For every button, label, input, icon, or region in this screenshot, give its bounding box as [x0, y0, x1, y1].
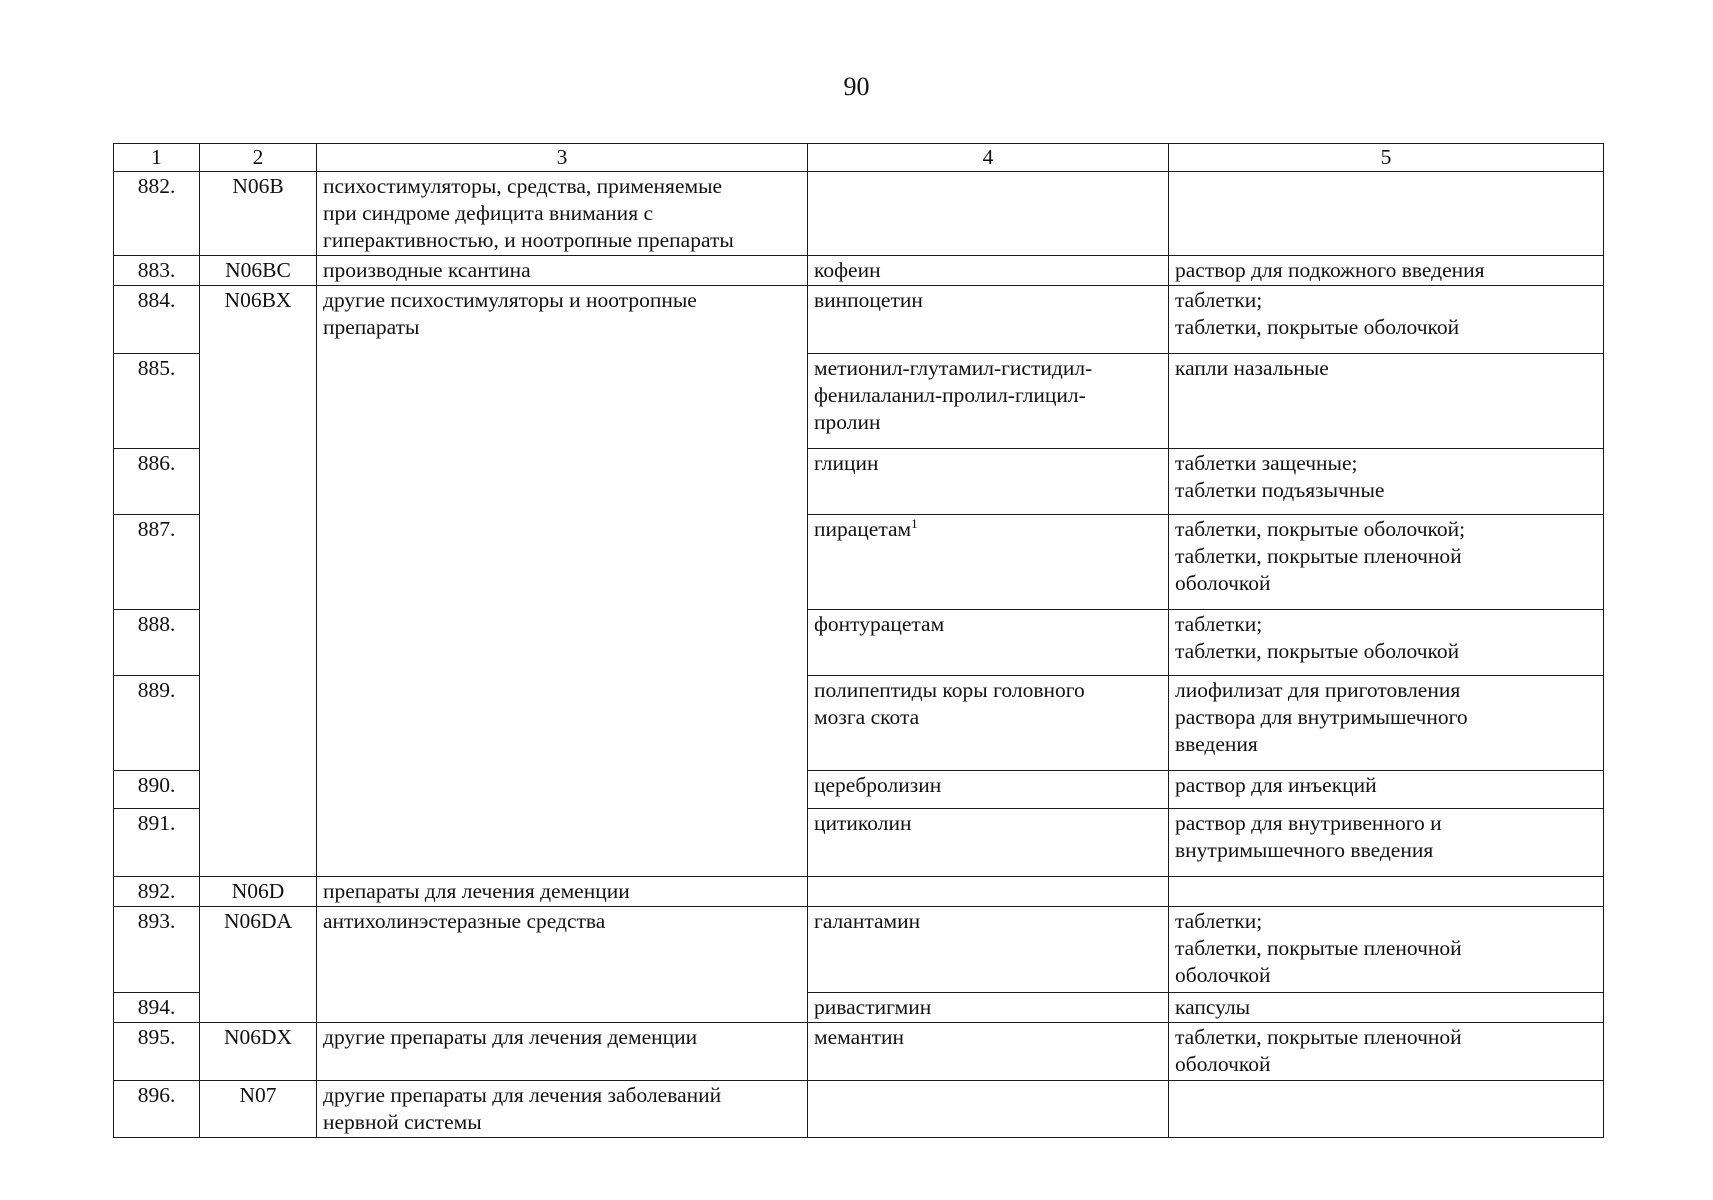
atc-code: N06DA	[200, 907, 317, 1023]
row-number: 895.	[114, 1023, 200, 1081]
table-row	[114, 907, 1604, 993]
table-row	[114, 877, 1604, 907]
drug-name	[808, 172, 1169, 256]
dosage-form: капли назальные	[1169, 354, 1604, 449]
group-name: другие препараты для лечения заболеваний нервной системы	[317, 1081, 808, 1138]
dosage-form: таблетки; таблетки, покрытые оболочкой	[1169, 610, 1604, 676]
dosage-form: раствор для инъекций	[1169, 771, 1604, 809]
drug-name-text: пирацетам	[814, 517, 912, 541]
drug-name: ривастигмин	[808, 993, 1169, 1023]
row-number: 882.	[114, 172, 200, 256]
header-row	[114, 144, 1604, 172]
drug-name: полипептиды коры головного мозга скота	[808, 676, 1169, 771]
column-header-1: 1	[114, 144, 200, 172]
drug-name: глицин	[808, 449, 1169, 515]
row-number: 896.	[114, 1081, 200, 1138]
table-row	[114, 286, 1604, 354]
dosage-form	[1169, 877, 1604, 907]
dosage-form: таблетки, покрытые оболочкой; таблетки, покрытые пленочной оболочкой	[1169, 515, 1604, 610]
page-number: 90	[843, 72, 870, 101]
dosage-form: таблетки защечные; таблетки подъязычные	[1169, 449, 1604, 515]
drug-name: церебролизин	[808, 771, 1169, 809]
drug-name: цитиколин	[808, 809, 1169, 877]
row-number: 890.	[114, 771, 200, 809]
group-name: другие препараты для лечения деменции	[317, 1023, 808, 1081]
row-number: 894.	[114, 993, 200, 1023]
row-number: 885.	[114, 354, 200, 449]
dosage-form: раствор для подкожного введения	[1169, 256, 1604, 286]
atc-code: N06D	[200, 877, 317, 907]
drug-name: метионил-глутамил-гистидил- фенилаланил-пролил-глицил- пролин	[808, 354, 1169, 449]
dosage-form: капсулы	[1169, 993, 1604, 1023]
group-name: препараты для лечения деменции	[317, 877, 808, 907]
row-number: 887.	[114, 515, 200, 610]
drug-name: кофеин	[808, 256, 1169, 286]
group-name: психостимуляторы, средства, применяемые при синдроме дефицита внимания с гиперактивностью, и ноотропные препараты	[317, 172, 808, 256]
row-number: 891.	[114, 809, 200, 877]
row-number: 884.	[114, 286, 200, 354]
group-name: производные ксантина	[317, 256, 808, 286]
group-name: другие психостимуляторы и ноотропные препараты	[317, 286, 808, 877]
drug-name: галантамин	[808, 907, 1169, 993]
column-header-2: 2	[200, 144, 317, 172]
drug-name	[808, 877, 1169, 907]
footnote-marker: 1	[911, 516, 918, 531]
row-number: 892.	[114, 877, 200, 907]
atc-code: N06BX	[200, 286, 317, 877]
row-number: 888.	[114, 610, 200, 676]
column-header-5: 5	[1169, 144, 1604, 172]
table-row	[114, 1081, 1604, 1138]
dosage-form: таблетки, покрытые пленочной оболочкой	[1169, 1023, 1604, 1081]
dosage-form: таблетки; таблетки, покрытые пленочной оболочкой	[1169, 907, 1604, 993]
column-header-4: 4	[808, 144, 1169, 172]
atc-code: N06BC	[200, 256, 317, 286]
drug-name: мемантин	[808, 1023, 1169, 1081]
drug-name	[808, 515, 1169, 610]
column-header-3: 3	[317, 144, 808, 172]
row-number: 893.	[114, 907, 200, 993]
drug-name	[808, 1081, 1169, 1138]
drug-name: винпоцетин	[808, 286, 1169, 354]
dosage-form: раствор для внутривенного и внутримышечного введения	[1169, 809, 1604, 877]
group-name: антихолинэстеразные средства	[317, 907, 808, 1023]
row-number: 883.	[114, 256, 200, 286]
dosage-form	[1169, 172, 1604, 256]
table-row	[114, 172, 1604, 256]
medication-table	[113, 143, 1604, 1138]
row-number: 886.	[114, 449, 200, 515]
drug-name: фонтурацетам	[808, 610, 1169, 676]
table-row	[114, 1023, 1604, 1081]
table-row	[114, 256, 1604, 286]
atc-code: N06B	[200, 172, 317, 256]
dosage-form: лиофилизат для приготовления раствора для внутримышечного введения	[1169, 676, 1604, 771]
dosage-form: таблетки; таблетки, покрытые оболочкой	[1169, 286, 1604, 354]
dosage-form	[1169, 1081, 1604, 1138]
atc-code: N06DX	[200, 1023, 317, 1081]
row-number: 889.	[114, 676, 200, 771]
atc-code: N07	[200, 1081, 317, 1138]
